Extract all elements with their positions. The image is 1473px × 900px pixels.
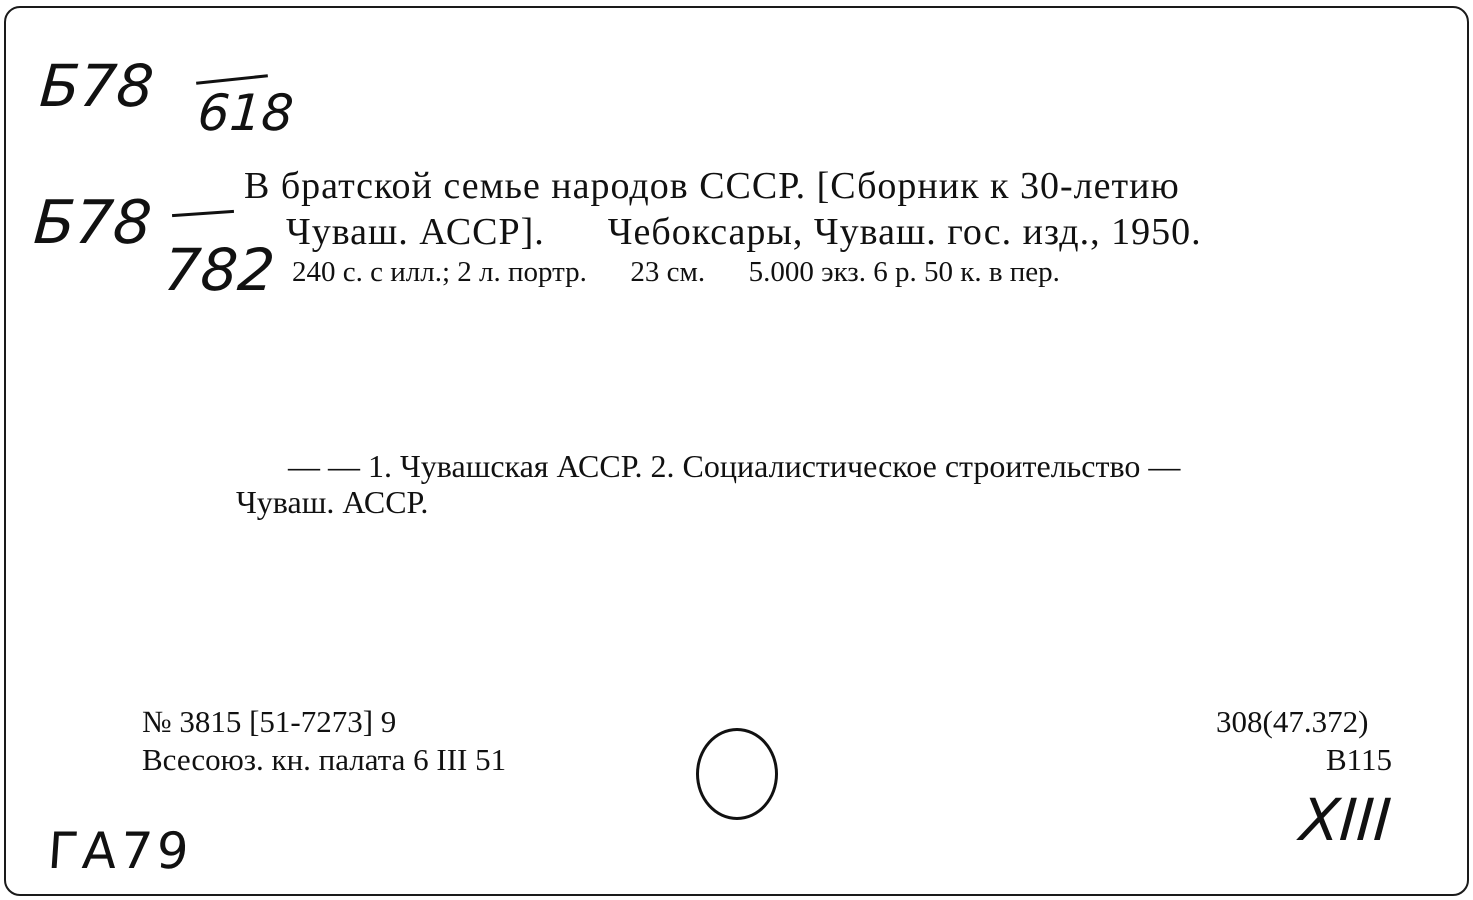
punch-hole	[696, 728, 778, 820]
subjects-line-2: Чуваш. АССР.	[236, 484, 429, 520]
handwritten-code-bottom-left: ГА79	[45, 822, 195, 880]
handwritten-shelf-number-2: 782	[161, 236, 278, 304]
handwritten-shelf-mark-1: Б78	[37, 52, 156, 120]
physical-description: 240 с. с илл.; 2 л. портр. 23 см. 5.000 экз. 6 р. 50 к. в пер.	[292, 256, 1060, 288]
title-line-1: В братской семье народов СССР. [Сборник к 30-летию	[244, 165, 1180, 207]
handwritten-code-bottom-right: XIII	[1297, 786, 1394, 854]
classification-number: 308(47.372)	[1216, 704, 1369, 739]
subjects-line-1: — — 1. Чувашская АССР. 2. Социалистическое строительство —	[288, 448, 1181, 484]
handwritten-shelf-mark-2: Б78	[31, 188, 154, 258]
author-mark: В115	[1326, 742, 1393, 777]
catalog-number: № 3815 [51-7273] 9	[142, 704, 397, 739]
handwritten-shelf-number-1: 618	[195, 84, 296, 142]
title-line-2: Чуваш. АССР]. Чебоксары, Чуваш. гос. изд., 1950.	[286, 211, 1202, 253]
book-chamber: Всесоюз. кн. палата 6 III 51	[142, 742, 507, 777]
